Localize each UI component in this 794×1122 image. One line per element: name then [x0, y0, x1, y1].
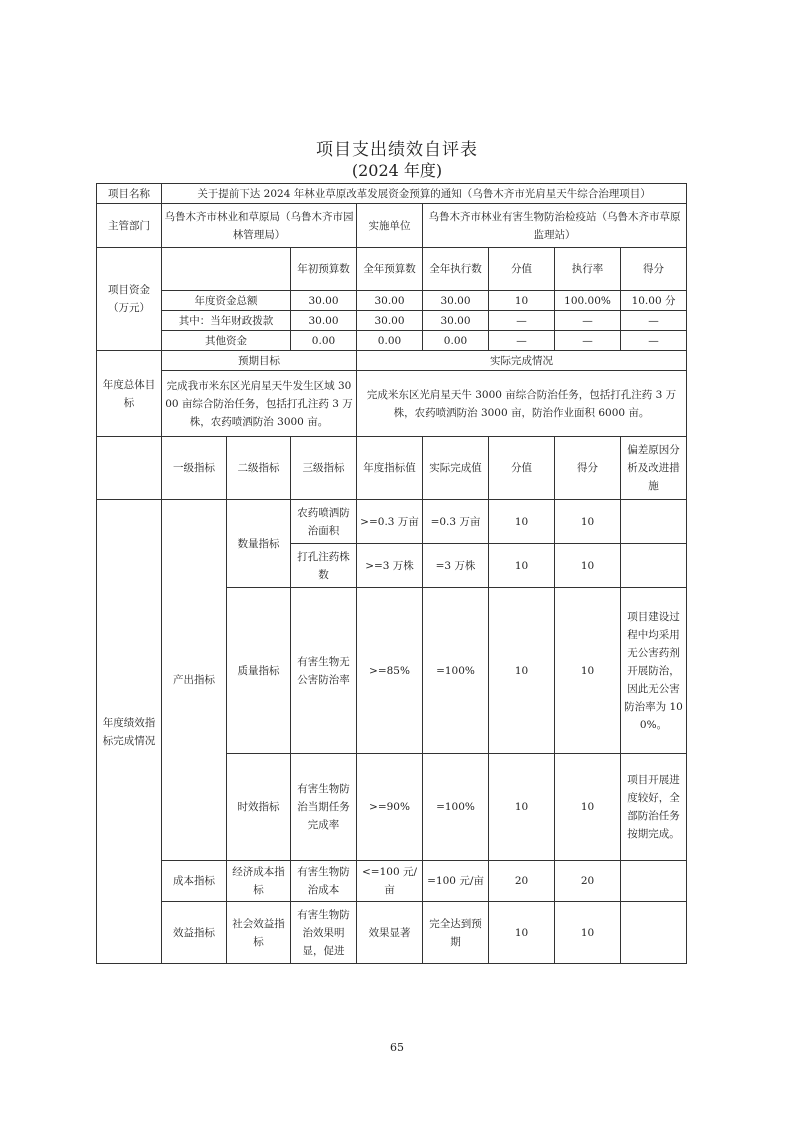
actual-completion-text: 完成米东区光肩星天牛 3000 亩综合防治任务，包括打孔注药 3 万株，农药喷洒防治 3000 亩，防治作业面积 6000 亩。	[357, 371, 687, 437]
actual-value: =100%	[423, 754, 489, 861]
indicator-header: 三级指标	[291, 437, 357, 500]
funds-header: 分值	[489, 248, 555, 291]
funds-cell: —	[489, 331, 555, 351]
score-value: 10	[489, 754, 555, 861]
expected-goal-text: 完成我市米东区光肩星天牛发生区域 3000 亩综合防治任务，包括打孔注药 3 万株，农药喷洒防治 3000 亩。	[162, 371, 357, 437]
indicator-row	[97, 500, 687, 544]
level1-output: 产出指标	[162, 500, 227, 861]
funds-row	[97, 311, 687, 331]
level3-indicator: 有害生物防治成本	[291, 861, 357, 902]
score-value: 10	[489, 544, 555, 588]
funds-cell: 10	[489, 291, 555, 311]
indicator-header: 一级指标	[162, 437, 227, 500]
target-value: 效果显著	[357, 902, 423, 964]
level3-indicator: 农药喷洒防治面积	[291, 500, 357, 544]
funds-row	[97, 291, 687, 311]
score: 10	[555, 500, 621, 544]
funds-row-name: 其中：当年财政拨款	[162, 311, 291, 331]
funds-row-name: 年度资金总额	[162, 291, 291, 311]
deviation-note	[621, 544, 687, 588]
deviation-note: 项目开展进度较好，全部防治任务按期完成。	[621, 754, 687, 861]
funds-header: 得分	[621, 248, 687, 291]
funds-row-name: 其他资金	[162, 331, 291, 351]
funds-header-row	[97, 248, 687, 291]
department-label: 主管部门	[97, 204, 162, 248]
department-value: 乌鲁木齐市林业和草原局（乌鲁木齐市园林管理局）	[162, 204, 357, 248]
target-value: >=85%	[357, 588, 423, 754]
indicators-section-label: 年度绩效指标完成情况	[97, 500, 162, 964]
funds-header: 执行率	[555, 248, 621, 291]
page-number: 65	[390, 1041, 404, 1054]
level2-social: 社会效益指标	[227, 902, 291, 964]
funds-cell: 30.00	[423, 291, 489, 311]
score: 10	[555, 544, 621, 588]
actual-value: 完全达到预期	[423, 902, 489, 964]
funds-cell: 30.00	[291, 311, 357, 331]
goals-content-row	[97, 371, 687, 437]
level3-indicator: 有害生物防治当期任务完成率	[291, 754, 357, 861]
deviation-note	[621, 500, 687, 544]
level2-quality: 质量指标	[227, 588, 291, 754]
indicators-header-blank	[97, 437, 162, 500]
level2-quantity: 数量指标	[227, 500, 291, 588]
project-name-label: 项目名称	[97, 184, 162, 204]
actual-completion-header: 实际完成情况	[357, 351, 687, 371]
score: 10	[555, 902, 621, 964]
funds-cell: —	[555, 311, 621, 331]
indicator-header: 偏差原因分析及改进措施	[621, 437, 687, 500]
funds-cell: —	[555, 331, 621, 351]
funds-label: 项目资金（万元）	[97, 248, 162, 351]
funds-cell: 0.00	[291, 331, 357, 351]
implementing-unit-value: 乌鲁木齐市林业有害生物防治检疫站（乌鲁木齐市草原监理站）	[423, 204, 687, 248]
target-value: >=90%	[357, 754, 423, 861]
level2-economic: 经济成本指标	[227, 861, 291, 902]
target-value: >=3 万株	[357, 544, 423, 588]
score: 20	[555, 861, 621, 902]
score-value: 10	[489, 500, 555, 544]
level1-cost: 成本指标	[162, 861, 227, 902]
funds-cell: 100.00%	[555, 291, 621, 311]
indicators-header-row	[97, 437, 687, 500]
funds-cell: 30.00	[423, 311, 489, 331]
funds-header: 年初预算数	[291, 248, 357, 291]
level3-indicator: 有害生物无公害防治率	[291, 588, 357, 754]
actual-value: =100%	[423, 588, 489, 754]
deviation-note: 项目建设过程中均采用无公害药剂开展防治，因此无公害防治率为 100%。	[621, 588, 687, 754]
level2-timeliness: 时效指标	[227, 754, 291, 861]
department-row	[97, 204, 687, 248]
deviation-note	[621, 861, 687, 902]
funds-cell: 30.00	[357, 291, 423, 311]
page-title: 项目支出绩效自评表	[316, 140, 478, 160]
goals-header-row	[97, 351, 687, 371]
level3-indicator: 有害生物防治效果明显，促进	[291, 902, 357, 964]
project-name-row	[97, 184, 687, 204]
score: 10	[555, 588, 621, 754]
actual-value: =3 万株	[423, 544, 489, 588]
indicator-row	[97, 861, 687, 902]
funds-header: 全年预算数	[357, 248, 423, 291]
score-value: 10	[489, 588, 555, 754]
indicator-header: 分值	[489, 437, 555, 500]
indicator-header: 实际完成值	[423, 437, 489, 500]
expected-goal-header: 预期目标	[162, 351, 357, 371]
indicator-header: 年度指标值	[357, 437, 423, 500]
performance-table	[96, 183, 687, 964]
indicator-header: 得分	[555, 437, 621, 500]
score: 10	[555, 754, 621, 861]
project-name-value: 关于提前下达 2024 年林业草原改革发展资金预算的通知（乌鲁木齐市光肩星天牛综合治理项目）	[162, 184, 687, 204]
goals-label: 年度总体目标	[97, 351, 162, 437]
funds-cell: 0.00	[423, 331, 489, 351]
funds-cell: 30.00	[357, 311, 423, 331]
funds-cell: 0.00	[357, 331, 423, 351]
score-value: 20	[489, 861, 555, 902]
funds-header: 全年执行数	[423, 248, 489, 291]
deviation-note	[621, 902, 687, 964]
level1-benefit: 效益指标	[162, 902, 227, 964]
indicator-row	[97, 902, 687, 964]
implementing-unit-label: 实施单位	[357, 204, 423, 248]
target-value: >=0.3 万亩	[357, 500, 423, 544]
funds-cell: —	[621, 331, 687, 351]
funds-header-blank	[162, 248, 291, 291]
funds-cell: —	[621, 311, 687, 331]
funds-cell: 30.00	[291, 291, 357, 311]
actual-value: =0.3 万亩	[423, 500, 489, 544]
page-subtitle: (2024 年度)	[351, 161, 443, 180]
level3-indicator: 打孔注药株数	[291, 544, 357, 588]
target-value: <=100 元/亩	[357, 861, 423, 902]
funds-cell: —	[489, 311, 555, 331]
indicator-header: 二级指标	[227, 437, 291, 500]
actual-value: =100 元/亩	[423, 861, 489, 902]
funds-cell: 10.00 分	[621, 291, 687, 311]
funds-row	[97, 331, 687, 351]
score-value: 10	[489, 902, 555, 964]
